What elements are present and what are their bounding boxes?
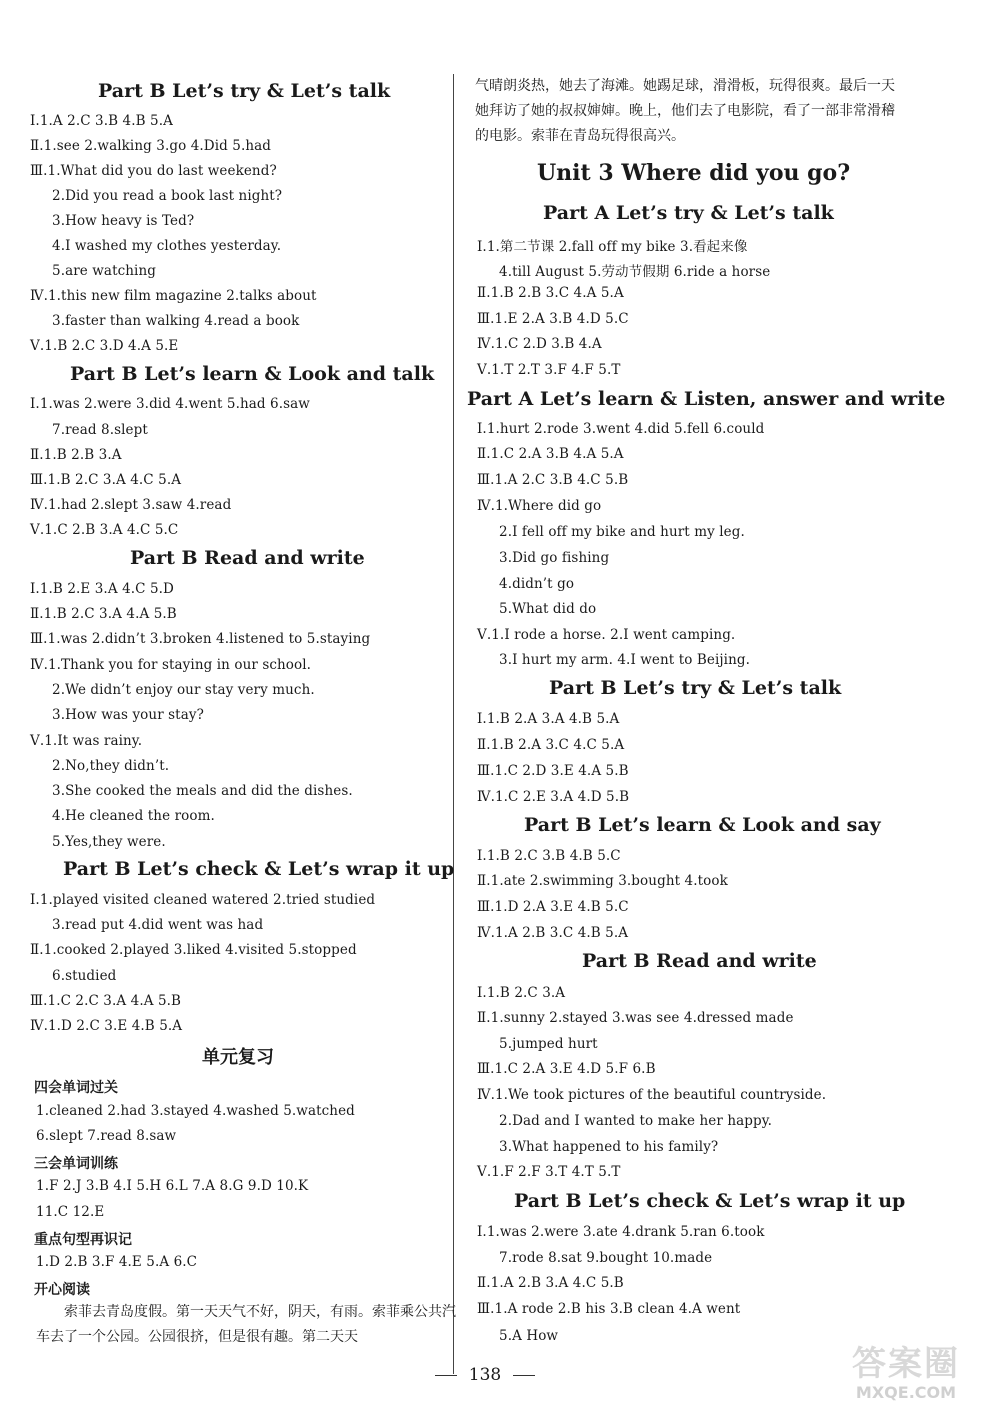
answer-line: Ⅴ.1.C 2.B 3.A 4.C 5.C	[30, 522, 179, 538]
page-number-dash-left	[435, 1375, 457, 1376]
answer-line: Ⅳ.1.We took pictures of the beautiful countryside.	[477, 1087, 827, 1103]
answer-line: 3.What happened to his family?	[499, 1139, 719, 1155]
answer-line: Ⅴ.1.I rode a horse. 2.I went camping.	[477, 627, 736, 643]
answer-line: Ⅲ.1.A rode 2.B his 3.B clean 4.A went	[477, 1301, 741, 1317]
answer-line: Ⅱ.1.cooked 2.played 3.liked 4.visited 5.stopped	[30, 942, 357, 958]
answer-line: Ⅳ.1.Thank you for staying in our school.	[30, 657, 312, 673]
answer-line: 4.I washed my clothes yesterday.	[52, 238, 282, 254]
answer-line: 3.faster than walking 4.read a book	[52, 313, 300, 329]
answer-line: Ⅲ.1.What did you do last weekend?	[30, 163, 277, 179]
answer-line: Ⅰ.1.hurt 2.rode 3.went 4.did 5.fell 6.could	[477, 421, 765, 437]
answer-line: 2.Dad and I wanted to make her happy.	[499, 1113, 773, 1129]
answer-line: Ⅰ.1.B 2.C 3.A	[477, 985, 566, 1001]
watermark-logo	[842, 1338, 970, 1408]
answer-line: 4.He cleaned the room.	[52, 808, 215, 824]
section-title: Part B Read and write	[582, 950, 817, 972]
subsection-title: 开心阅读	[34, 1282, 90, 1298]
answer-line: Ⅳ.1.had 2.slept 3.saw 4.read	[30, 497, 232, 513]
answer-line: Ⅳ.1.C 2.E 3.A 4.D 5.B	[477, 789, 630, 805]
answer-line: Ⅴ.1.T 2.T 3.F 4.F 5.T	[477, 362, 621, 378]
watermark-cjk: 答案圈	[852, 1343, 960, 1384]
answer-line: Ⅲ.1.C 2.C 3.A 4.A 5.B	[30, 993, 182, 1009]
answer-line: 5.A How	[499, 1328, 559, 1344]
section-title: Part B Let’s check & Let’s wrap it up	[514, 1190, 906, 1212]
answer-line: Ⅲ.1.E 2.A 3.B 4.D 5.C	[477, 311, 629, 327]
answer-line: Ⅳ.1.Where did go	[477, 498, 602, 514]
answer-line: 1.F 2.J 3.B 4.I 5.H 6.L 7.A 8.G 9.D 10.K	[36, 1178, 309, 1194]
page-number	[410, 1365, 560, 1385]
answer-line: Ⅲ.1.D 2.A 3.E 4.B 5.C	[477, 899, 629, 915]
answer-line: 2.I fell off my bike and hurt my leg.	[499, 524, 745, 540]
answer-line: 6.slept 7.read 8.saw	[36, 1128, 177, 1144]
subsection-title: 三会单词训练	[34, 1156, 118, 1172]
answer-line: 4.till August 5.劳动节假期 6.ride a horse	[499, 264, 771, 280]
answer-line: Ⅲ.1.B 2.C 3.A 4.C 5.A	[30, 472, 182, 488]
answer-line: Ⅲ.1.A 2.C 3.B 4.C 5.B	[477, 472, 629, 488]
answer-line: Ⅴ.1.B 2.C 3.D 4.A 5.E	[30, 338, 179, 354]
answer-line: 1.D 2.B 3.F 4.E 5.A 6.C	[36, 1254, 198, 1270]
answer-line: 5.Yes,they were.	[52, 834, 166, 850]
answer-line: Ⅱ.1.B 2.B 3.C 4.A 5.A	[477, 285, 624, 301]
answer-line: Ⅳ.1.this new film magazine 2.talks about	[30, 288, 317, 304]
subsection-title: 重点句型再识记	[34, 1232, 132, 1248]
section-title: Part B Let’s try & Let’s talk	[98, 80, 391, 102]
watermark-url: MXQE.COM	[855, 1382, 957, 1402]
column-divider	[453, 74, 454, 1374]
answer-line: Ⅰ.1.played visited cleaned watered 2.tried studied	[30, 892, 376, 908]
subsection-title: 四会单词过关	[34, 1080, 118, 1096]
answer-line: Ⅳ.1.C 2.D 3.B 4.A	[477, 336, 602, 352]
answer-line: Ⅲ.1.C 2.A 3.E 4.D 5.F 6.B	[477, 1061, 656, 1077]
answer-line: 3.She cooked the meals and did the dishes.	[52, 783, 353, 799]
answer-line: 7.rode 8.sat 9.bought 10.made	[499, 1250, 713, 1266]
unit-review-title: 单元复习	[202, 1047, 274, 1068]
answer-line: Ⅰ.1.was 2.were 3.ate 4.drank 5.ran 6.took	[477, 1224, 765, 1240]
answer-line: Ⅰ.1.第二节课 2.fall off my bike 3.看起来像	[477, 239, 748, 255]
answer-line: 6.studied	[52, 968, 117, 984]
section-title: Part A Let’s try & Let’s talk	[543, 202, 834, 224]
answer-line: Ⅴ.1.F 2.F 3.T 4.T 5.T	[477, 1164, 621, 1180]
answer-line: Ⅱ.1.ate 2.swimming 3.bought 4.took	[477, 873, 728, 889]
answer-line: 2.We didn’t enjoy our stay very much.	[52, 682, 315, 698]
section-title: Part B Let’s check & Let’s wrap it up	[63, 858, 455, 880]
reading-paragraph-continued: 气晴朗炎热，她去了海滩。她踢足球，滑滑板，玩得很爽。最后一天她拜访了她的叔叔婶婶。晚上，他们去了电影院，看了一部非常滑稽的电影。索菲在青岛玩得很高兴。	[475, 78, 895, 144]
section-title: Part B Let’s try & Let’s talk	[549, 677, 842, 699]
answer-line: Ⅱ.1.B 2.B 3.A	[30, 447, 122, 463]
answer-line: Ⅱ.1.sunny 2.stayed 3.was see 4.dressed made	[477, 1010, 794, 1026]
answer-line: Ⅱ.1.C 2.A 3.B 4.A 5.A	[477, 446, 624, 462]
answer-line: 3.How was your stay?	[52, 707, 204, 723]
section-title: Part B Read and write	[130, 547, 365, 569]
answer-line: Ⅰ.1.was 2.were 3.did 4.went 5.had 6.saw	[30, 396, 310, 412]
answer-line: Ⅳ.1.A 2.B 3.C 4.B 5.A	[477, 925, 629, 941]
unit-title: Unit 3 Where did you go?	[537, 160, 851, 186]
answer-line: 2.No,they didn’t.	[52, 758, 170, 774]
answer-line: Ⅱ.1.see 2.walking 3.go 4.Did 5.had	[30, 138, 272, 154]
answer-line: 1.cleaned 2.had 3.stayed 4.washed 5.watched	[36, 1103, 355, 1119]
answer-line: Ⅱ.1.A 2.B 3.A 4.C 5.B	[477, 1275, 624, 1291]
answer-line: 3.How heavy is Ted?	[52, 213, 195, 229]
answer-line: Ⅰ.1.B 2.E 3.A 4.C 5.D	[30, 581, 174, 597]
answer-line: 5.What did do	[499, 601, 597, 617]
answer-line: Ⅰ.1.B 2.A 3.A 4.B 5.A	[477, 711, 620, 727]
answer-line: 3.I hurt my arm. 4.I went to Beijing.	[499, 652, 751, 668]
section-title: Part B Let’s learn & Look and say	[524, 814, 881, 836]
answer-line: 5.are watching	[52, 263, 157, 279]
answer-line: Ⅲ.1.C 2.D 3.E 4.A 5.B	[477, 763, 629, 779]
answer-line: Ⅰ.1.A 2.C 3.B 4.B 5.A	[30, 113, 173, 129]
answer-line: 3.Did go fishing	[499, 550, 610, 566]
answer-line: 4.didn’t go	[499, 576, 575, 592]
answer-line: Ⅱ.1.B 2.A 3.C 4.C 5.A	[477, 737, 625, 753]
answer-line: Ⅰ.1.B 2.C 3.B 4.B 5.C	[477, 848, 621, 864]
page-number-value: 138	[468, 1365, 502, 1385]
answer-line: 2.Did you read a book last night?	[52, 188, 283, 204]
answer-line: 3.read put 4.did went was had	[52, 917, 264, 933]
answer-line: Ⅲ.1.was 2.didn’t 3.broken 4.listened to 5.staying	[30, 631, 371, 647]
section-title: Part A Let’s learn & Listen, answer and write	[467, 388, 946, 410]
reading-paragraph: 索菲去青岛度假。第一天天气不好，阴天，有雨。索菲乘公共汽车去了一个公园。公园很挤，但是很有趣。第二天天	[36, 1304, 456, 1345]
answer-line: 5.jumped hurt	[499, 1036, 598, 1052]
section-title: Part B Let’s learn & Look and talk	[70, 363, 435, 385]
answer-line: 11.C 12.E	[36, 1204, 105, 1220]
answer-line: Ⅳ.1.D 2.C 3.E 4.B 5.A	[30, 1018, 183, 1034]
page-number-dash-right	[513, 1375, 535, 1376]
answer-line: Ⅴ.1.It was rainy.	[30, 733, 143, 749]
answer-line: 7.read 8.slept	[52, 422, 148, 438]
answer-line: Ⅱ.1.B 2.C 3.A 4.A 5.B	[30, 606, 177, 622]
